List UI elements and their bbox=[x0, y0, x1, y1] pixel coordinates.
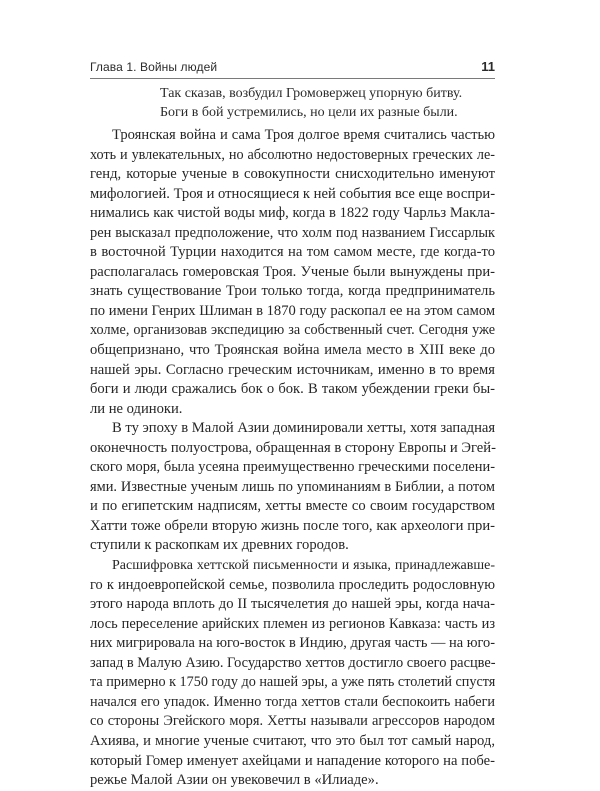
text-line: хоть и увлекательных, но абсолютно недостоверных греческих ле- bbox=[90, 146, 495, 163]
chapter-title: Глава 1. Войны людей bbox=[90, 60, 218, 74]
text-line: нашей эры. Согласно греческим источникам, именно в то время bbox=[90, 361, 495, 378]
text-line: нимались как чистой воды миф, когда в 1822 году Чарльз Макла- bbox=[90, 205, 495, 222]
body-text bbox=[90, 126, 495, 791]
running-head bbox=[90, 58, 495, 79]
epigraph bbox=[160, 84, 490, 122]
page-number: 11 bbox=[481, 59, 495, 74]
text-line: ями. Известные ученым лишь по упоминаниям в Библии, а потом bbox=[90, 478, 495, 495]
text-line: по имени Генрих Шлиман в 1870 году раскопал ее на этом самом bbox=[90, 302, 496, 319]
text-line: та примерно к 1750 году до нашей эры, а уже пять столетий спустя bbox=[90, 674, 496, 691]
paragraph bbox=[90, 556, 495, 791]
text-line: генд, которые ученые в совокупности снисходительно именуют bbox=[90, 166, 495, 183]
text-line: холме, организовав экспедицию за собственный счет. Сегодня уже bbox=[90, 322, 495, 339]
text-line: этого народа вплоть до II тысячелетия до нашей эры, когда нача- bbox=[90, 596, 495, 613]
text-line: ского моря, была усеяна преимущественно греческими поселени- bbox=[90, 459, 495, 476]
text-line: Хатти тоже обрели вторую жизнь после того, как археологи при- bbox=[90, 517, 495, 534]
text-line: начался его упадок. Именно тогда хеттов стали беспокоить набеги bbox=[90, 693, 495, 710]
text-line: который Гомер именует ахейцами и нападение которого на побе- bbox=[90, 752, 495, 769]
paragraph bbox=[90, 126, 495, 419]
text-line: запад в Малую Азию. Государство хеттов достигло своего расцве- bbox=[90, 654, 496, 671]
text-line: лось переселение арийских племен из регионов Кавказа: часть из bbox=[90, 615, 495, 632]
text-line: В ту эпоху в Малой Азии доминировали хетты, хотя западная bbox=[112, 420, 496, 437]
text-line: боги и люди сражались бок о бок. В таком убеждении греки бы- bbox=[90, 381, 495, 398]
text-line: Ахиява, и многие ученые считают, что это был тот самый народ, bbox=[90, 732, 495, 749]
text-line: располагалась гомеровская Троя. Ученые были вынуждены при- bbox=[90, 263, 495, 280]
text-line: в восточной Турции находится на том самом месте, где когда-то bbox=[90, 244, 495, 261]
text-line: Расшифровка хеттской письменности и языка, принадлежавше- bbox=[112, 558, 495, 574]
text-line: ли не одиноки. bbox=[90, 400, 183, 417]
epigraph-line: Так сказав, возбудил Громовержец упорную битву. bbox=[160, 86, 463, 101]
epigraph-line: Боги в бой устремились, но цели их разные были. bbox=[160, 105, 458, 120]
text-line: ступили к раскопкам их древних городов. bbox=[90, 537, 349, 554]
text-line: общепризнано, что Троянская война имела место в XIII веке до bbox=[90, 342, 495, 359]
paragraph bbox=[90, 419, 495, 556]
text-line: го к индоевропейской семье, позволила проследить родословную bbox=[90, 576, 495, 593]
text-line: оконечность полуострова, обращенная в сторону Европы и Эгей- bbox=[90, 439, 496, 456]
text-line: рен высказал предположение, что холм под названием Гиссарлык bbox=[90, 224, 495, 241]
text-line: знать существование Трои только тогда, когда предприниматель bbox=[90, 283, 495, 300]
text-line: и по египетским надписям, хетты вместе со своим государством bbox=[90, 498, 495, 515]
text-line: Троянская война и сама Троя долгое время считались частью bbox=[112, 127, 495, 143]
text-line: со стороны Эгейского моря. Хетты называли агрессоров народом bbox=[90, 713, 495, 730]
text-line: режье Малой Азии он увековечил в «Илиаде». bbox=[90, 772, 379, 789]
text-line: мифологией. Троя и относящиеся к ней события все еще воспри- bbox=[90, 185, 496, 202]
text-line: них мигрировала на юго-восток в Индию, другая часть — на юго- bbox=[90, 635, 495, 652]
